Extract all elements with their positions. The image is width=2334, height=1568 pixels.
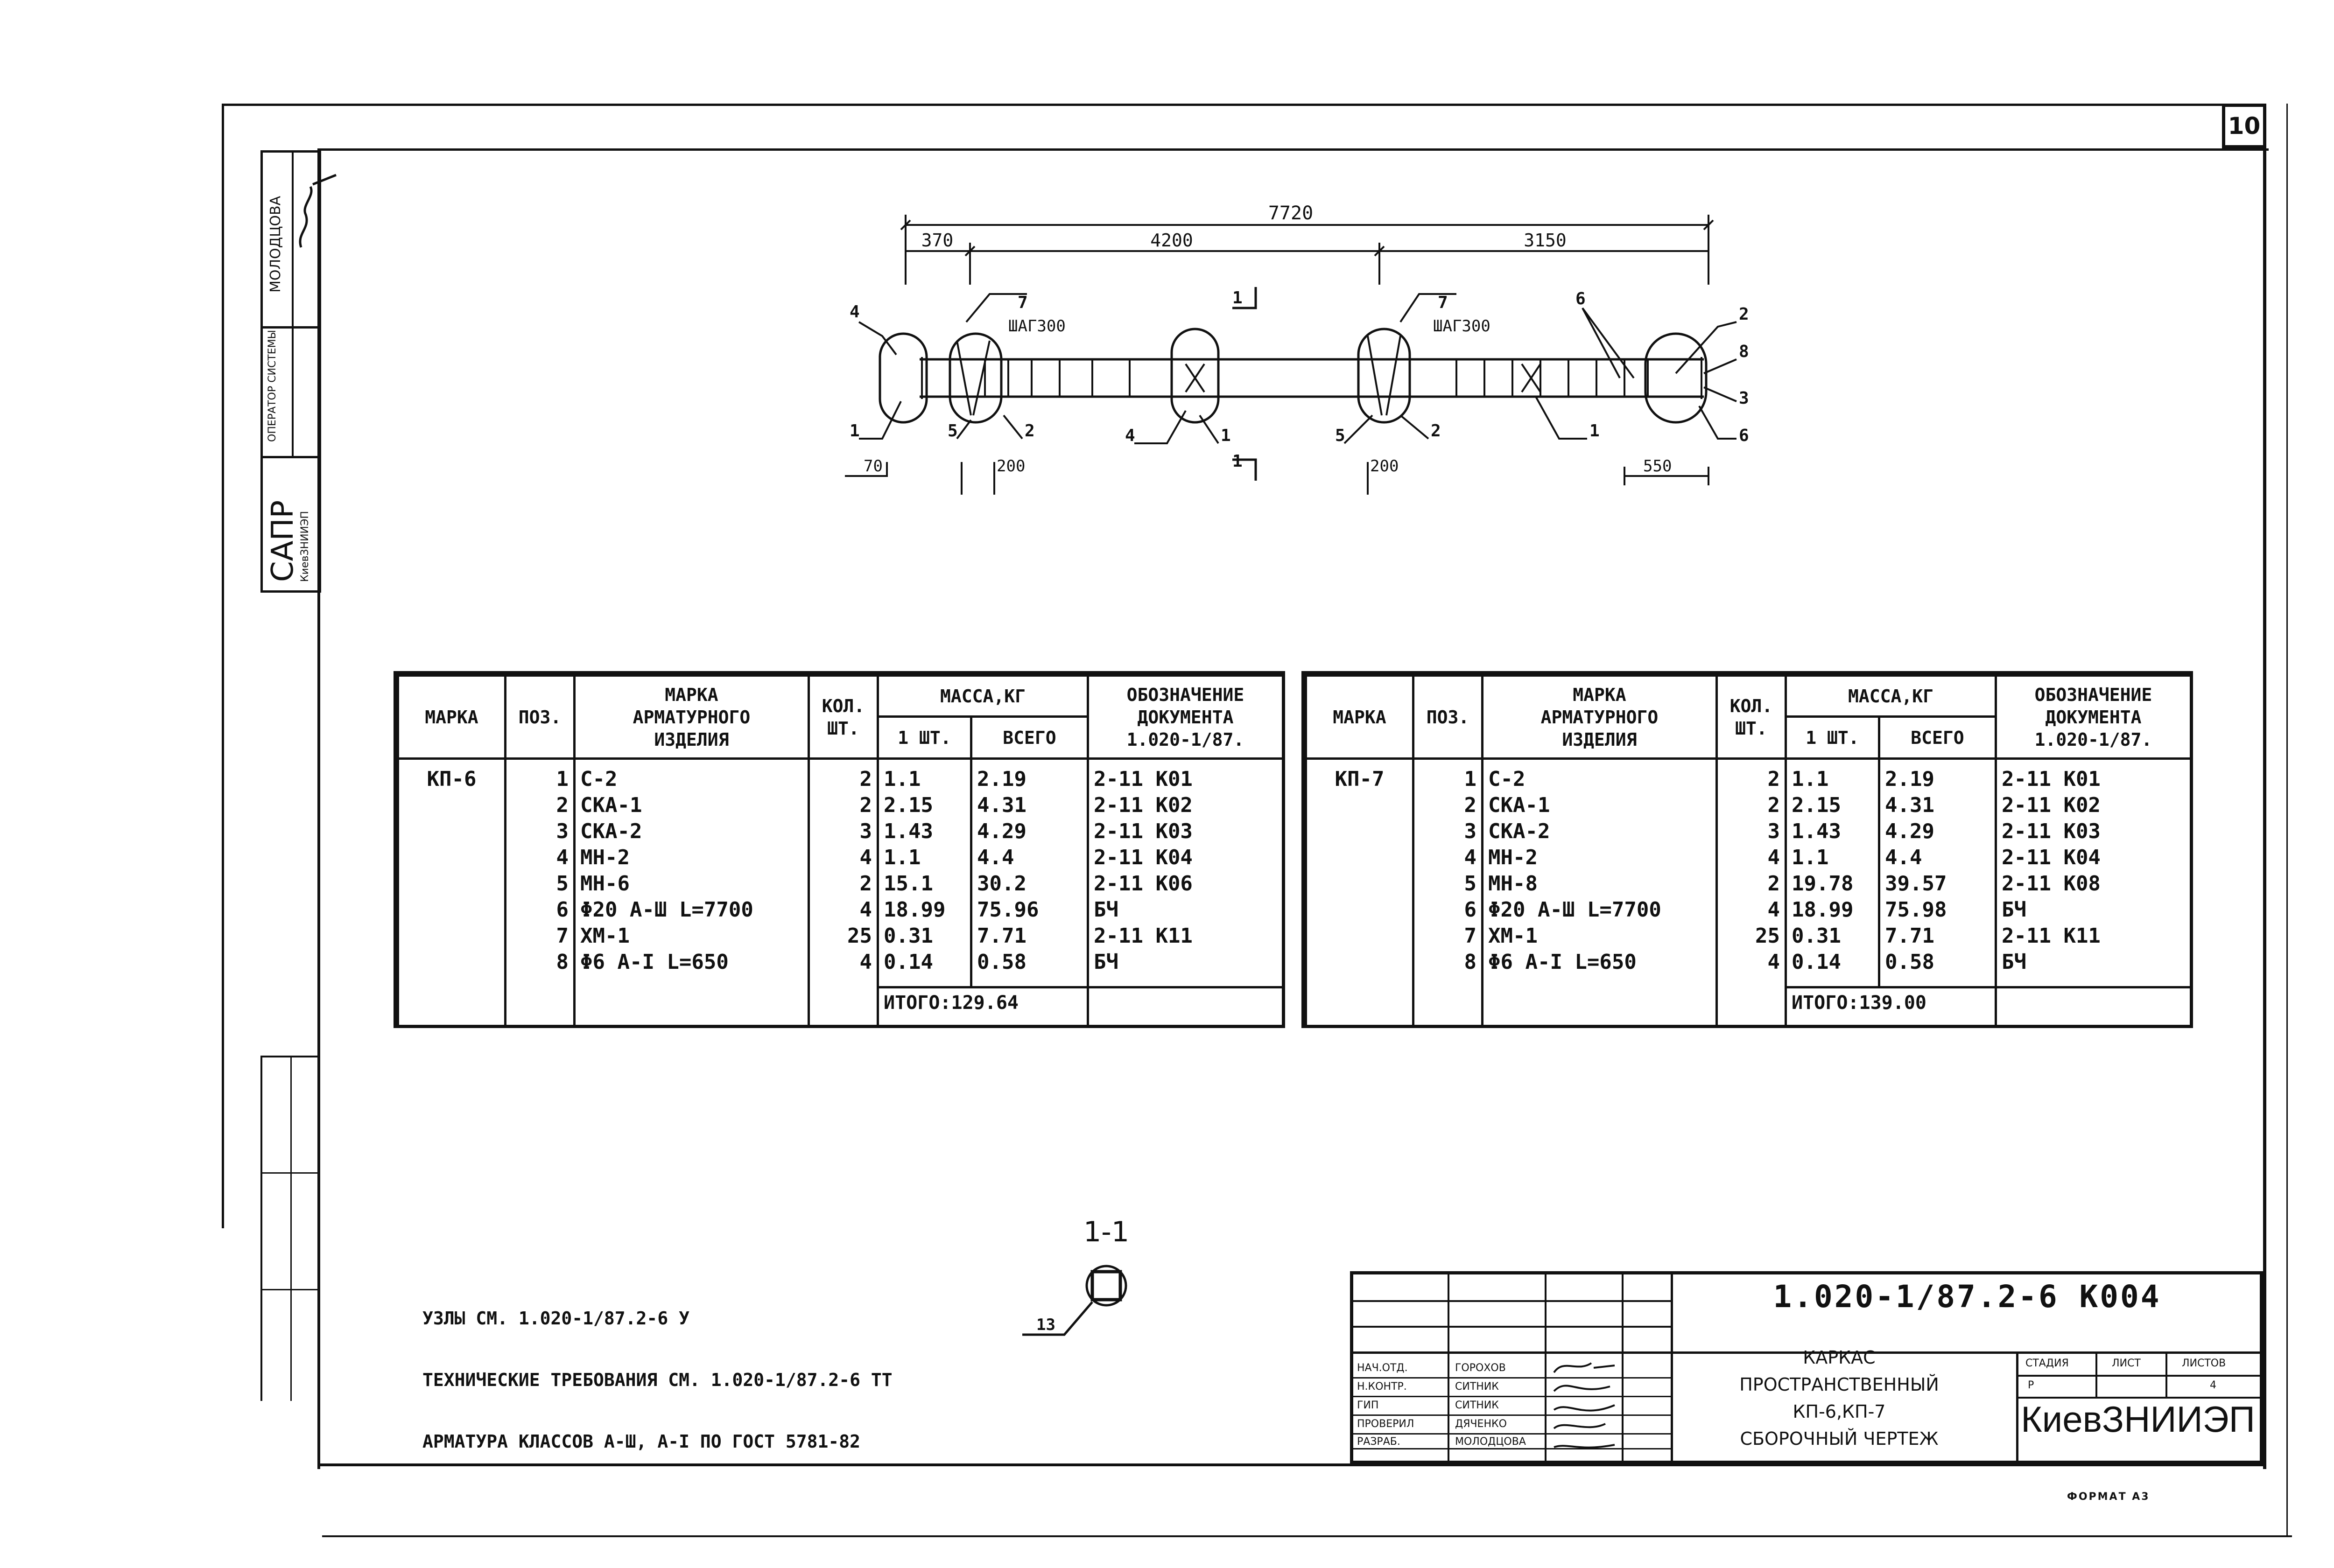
role-label: НАЧ.ОТД.: [1357, 1362, 1408, 1374]
side-strip: [260, 1056, 320, 1401]
cell-one: 1.1 2.15 1.43 1.1 15.1 18.99 0.31 0.14: [878, 759, 971, 987]
role-label: Н.КОНТР.: [1357, 1381, 1407, 1393]
pos-label: 5: [1335, 426, 1345, 445]
spec-table-kp6: [394, 671, 1285, 1028]
section-cut-bottom: 1: [1232, 452, 1243, 471]
tb-row: [1353, 1326, 1671, 1328]
cell-total-empty: [1088, 987, 1283, 1025]
general-notes: [422, 1267, 893, 1472]
signer-name: СИТНИК: [1455, 1381, 1499, 1393]
col-kol: КОЛ. ШТ.: [1717, 676, 1786, 759]
cell-doc: 2-11 К01 2-11 К02 2-11 К03 2-11 К04 2-11 К08 БЧ 2-11 К11 БЧ: [1996, 759, 2191, 987]
cell-izdelie: С-2 СКА-1 СКА-2 МН-2 МН-6 Φ20 А-Ш L=7700 ХМ-1 Φ6 А-I L=650: [575, 759, 809, 1025]
tb-row: [1353, 1377, 1671, 1379]
pos-label: 1: [850, 421, 860, 441]
dim-370: 370: [921, 230, 954, 251]
cell-izdelie: С-2 СКА-1 СКА-2 МН-2 МН-8 Φ20 А-Ш L=7700 ХМ-1 Φ6 А-I L=650: [1483, 759, 1717, 1025]
drawing-title: КАРКАС ПРОСТРАНСТВЕННЫЙ КП-6,КП-7 СБОРОЧНЫЙ ЧЕРТЕЖ: [1739, 1347, 1939, 1449]
tb-divider: [2095, 1351, 2097, 1398]
col-one: 1 ШТ.: [878, 717, 971, 759]
section-1-1: [1018, 1213, 1158, 1353]
note-line: АРМАТУРА КЛАССОВ А-Ш, А-I ПО ГОСТ 5781-82: [422, 1431, 860, 1452]
tb-row: [1353, 1433, 1671, 1435]
tb-row: [1353, 1396, 1671, 1397]
col-kol: КОЛ. ШТ.: [809, 676, 878, 759]
role-label: ПРОВЕРИЛ: [1357, 1418, 1414, 1430]
right-trim-line: [2286, 104, 2288, 1536]
sheet-trim-line: [322, 1535, 2292, 1537]
tb-divider: [1545, 1274, 1547, 1464]
stage-value: Р: [2028, 1379, 2034, 1391]
note-line: ТЕХНИЧЕСКИЕ ТРЕБОВАНИЯ СМ. 1.020-1/87.2-6 ТТ: [422, 1370, 893, 1390]
document-code: 1.020-1/87.2-6 К004: [1773, 1279, 2161, 1315]
sheets-label: ЛИСТОВ: [2182, 1358, 2226, 1369]
sheet-number: 10: [2222, 104, 2266, 148]
col-doc: ОБОЗНАЧЕНИЕ ДОКУМЕНТА 1.020-1/87.: [1088, 676, 1283, 759]
col-izdelie: МАРКА АРМАТУРНОГО ИЗДЕЛИЯ: [575, 676, 809, 759]
tb-row: [1353, 1300, 1671, 1302]
col-all: ВСЕГО: [971, 717, 1088, 759]
signer-name: ГОРОХОВ: [1455, 1362, 1506, 1374]
pos-label: 6: [1739, 426, 1749, 445]
pos-label: 4: [850, 302, 860, 322]
right-frame-border: [2263, 148, 2266, 1469]
inner-top-border: [317, 148, 2269, 151]
stamp-signature: [292, 168, 343, 252]
tb-row: [2016, 1375, 2264, 1377]
assembly-drawing: [831, 196, 1783, 495]
col-poz: ПОЗ.: [1413, 676, 1483, 759]
pos-label: 2: [1431, 421, 1441, 441]
cell-total: ИТОГО:139.00: [1786, 987, 1996, 1025]
section-leader-label: 13: [1036, 1316, 1055, 1334]
pos-label: 7: [1438, 293, 1448, 312]
signer-name: ДЯЧЕНКО: [1455, 1418, 1507, 1430]
stamp-sapr: САПР: [266, 500, 300, 582]
col-massa: МАССА,КГ: [1786, 676, 1996, 717]
organization-name: КиевЗНИИЭП: [2021, 1399, 2255, 1440]
dim-4200: 4200: [1150, 230, 1193, 251]
dim-70: 70: [864, 457, 883, 476]
dim-200-left: 200: [997, 457, 1026, 476]
cell-marka: КП-7: [1306, 759, 1413, 1025]
format-label: ФОРМАТ А3: [2067, 1491, 2150, 1503]
col-doc: ОБОЗНАЧЕНИЕ ДОКУМЕНТА 1.020-1/87.: [1996, 676, 2191, 759]
cell-marka: КП-6: [398, 759, 506, 1025]
col-one: 1 ШТ.: [1786, 717, 1879, 759]
sheet-label: ЛИСТ: [2112, 1358, 2141, 1369]
top-border-line: [222, 104, 2224, 106]
left-outer-border: [222, 104, 224, 1228]
pos-label: 1: [1589, 421, 1600, 441]
side-strip-column: [290, 1056, 292, 1401]
cell-kol: 2 2 3 4 2 4 25 4: [809, 759, 878, 1025]
signatures: [1549, 1354, 1619, 1464]
section-cut-top: 1: [1232, 288, 1243, 308]
cell-poz: 1 2 3 4 5 6 7 8: [506, 759, 575, 1025]
cell-doc: 2-11 К01 2-11 К02 2-11 К03 2-11 К04 2-11 К06 БЧ 2-11 К11 БЧ: [1088, 759, 1283, 987]
tb-divider: [2165, 1351, 2167, 1398]
stamp-name: МОЛОДЦОВА: [267, 196, 284, 293]
col-marka: МАРКА: [1306, 676, 1413, 759]
cell-kol: 2 2 3 4 2 4 25 4: [1717, 759, 1786, 1025]
stamp-divider: [263, 456, 321, 458]
tb-divider: [1448, 1274, 1449, 1464]
col-all: ВСЕГО: [1879, 717, 1996, 759]
cell-all: 2.19 4.31 4.29 4.4 39.57 75.98 7.71 0.58: [1879, 759, 1996, 987]
col-izdelie: МАРКА АРМАТУРНОГО ИЗДЕЛИЯ: [1483, 676, 1717, 759]
cell-one: 1.1 2.15 1.43 1.1 19.78 18.99 0.31 0.14: [1786, 759, 1879, 987]
note-line: УЗЛЫ СМ. 1.020-1/87.2-6 У: [422, 1308, 689, 1329]
cell-total: ИТОГО:129.64: [878, 987, 1088, 1025]
section-title: 1-1: [1083, 1216, 1129, 1248]
spec-table-kp7: [1301, 671, 2193, 1028]
pos-label: 4: [1125, 426, 1135, 445]
pos-label: 2: [1025, 421, 1035, 441]
col-poz: ПОЗ.: [506, 676, 575, 759]
col-massa: МАССА,КГ: [878, 676, 1088, 717]
pos-label: 6: [1575, 289, 1586, 308]
role-label: ГИП: [1357, 1400, 1379, 1411]
col-marka: МАРКА: [398, 676, 506, 759]
pos-label: 3: [1739, 389, 1749, 408]
pos-label: 1: [1221, 426, 1231, 445]
tb-divider: [1622, 1274, 1624, 1464]
signer-name: СИТНИК: [1455, 1400, 1499, 1411]
role-label: РАЗРАБ.: [1357, 1436, 1400, 1448]
stamp-org: КиевЗНИИЭП: [299, 511, 311, 582]
dim-550: 550: [1643, 457, 1672, 476]
cell-total-empty: [1996, 987, 2191, 1025]
tb-row: [1353, 1448, 1671, 1449]
tb-row: [1353, 1414, 1671, 1416]
stage-label: СТАДИЯ: [2025, 1358, 2069, 1369]
signer-name: МОЛОДЦОВА: [1455, 1436, 1526, 1448]
sheets-value: 4: [2210, 1379, 2216, 1391]
pos-label: 2: [1739, 305, 1749, 324]
stamp-department: ОПЕРАТОР СИСТЕМЫ: [267, 329, 278, 442]
step-right: ШАГ300: [1433, 317, 1490, 336]
pos-label: 7: [1018, 293, 1028, 312]
cell-all: 2.19 4.31 4.29 4.4 30.2 75.96 7.71 0.58: [971, 759, 1088, 987]
pos-label: 8: [1739, 342, 1749, 361]
cell-poz: 1 2 3 4 5 6 7 8: [1413, 759, 1483, 1025]
dim-200-right: 200: [1370, 457, 1399, 476]
dim-3150: 3150: [1524, 230, 1567, 251]
dim-total: 7720: [1268, 203, 1314, 224]
pos-label: 5: [948, 421, 958, 441]
step-left: ШАГ300: [1008, 317, 1066, 336]
